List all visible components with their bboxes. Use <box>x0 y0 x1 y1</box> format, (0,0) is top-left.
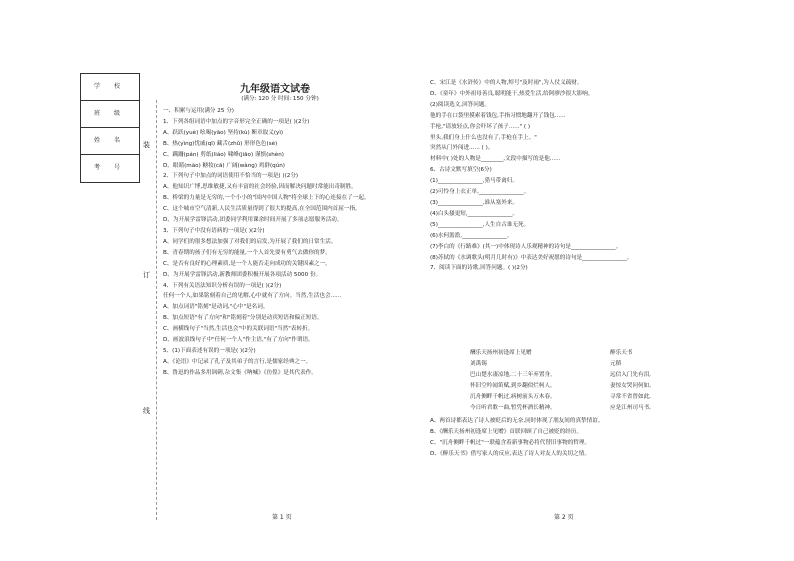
binding-mark-xian: 线 <box>143 407 150 415</box>
question-line: 3、下列句子中没有语病的一项是( )(2分) <box>163 227 265 234</box>
exam-number-label: 考 号 <box>94 164 126 171</box>
question-line: B、热(yìng)忧戚(qī) 藏舌(zhǔ) 形形色色(sè) <box>163 140 278 147</box>
question-line: (3)________________,谁从塞外来。 <box>430 199 519 206</box>
answer-option: C、"沉舟侧畔千帆过"一联蕴含着新事物必将代替旧事物的哲理。 <box>430 439 591 446</box>
right-tail <box>430 416 720 460</box>
question-line: 4、下列有关语法知识分析有误的一项是( )(2分) <box>163 282 282 289</box>
question-line: (7)李白的《行路难》(其一)中体现诗人乐观精神的诗句是________________。 <box>430 243 622 250</box>
question-line: D、眼睛(mào) 糖妆(cā) 广阔(wàng) 鸡群(qún) <box>163 162 285 169</box>
question-line: C、这个城市空气清新,人民生活质量得到了很大的提高,在全国范围内首屈一指。 <box>163 206 361 213</box>
poem-author: 元稹 <box>610 360 622 367</box>
poem-line: 远信入门先有泪, <box>610 371 651 378</box>
question-line: 1、下列各组词语中加点的字音形完全正确的一项是( )(2分) <box>163 118 310 125</box>
student-info-box <box>80 73 140 183</box>
question-line: 手枪,"请放轻点,你会吓坏了孩子......" ( ) <box>430 123 531 130</box>
question-line: A、他知识广博,思维敏捷,又有丰富的社会经验,因而解决问题时常能出奇制胜。 <box>163 184 357 191</box>
question-line: C、是否有良好的心理素质,是一个人能否走向成功的关键因素之一。 <box>163 260 331 267</box>
question-line: (1)________________,猎马带禽归。 <box>430 178 519 185</box>
question-line: A、同学们的很多想法加强了对我们的启发,为开展了我们的日常生活。 <box>163 238 337 245</box>
page-number-2: 第 2 页 <box>554 514 574 521</box>
question-line: C、宋江是《水浒传》中的人物,绰号"及时雨",为人仗义疏财。 <box>430 80 583 86</box>
binding-line <box>156 100 157 520</box>
question-line: (4)白头搔更短,________________。 <box>430 210 519 217</box>
name-label: 姓 名 <box>81 128 139 155</box>
question-line: 任何一个人,如果铭刻着自己的见解,心中就有了方向。当然,生活也会...... <box>163 293 342 300</box>
poem-line: 妻惊女哭问何如。 <box>610 382 655 389</box>
school-label: 学 校 <box>81 74 139 101</box>
question-line: (5)________________,人生自古谁无死。 <box>430 221 530 228</box>
question-line: A、加点词语"铭刻"是动词,"心中"是名词。 <box>163 304 269 311</box>
exam-title: 九年级语文试卷 <box>240 84 310 95</box>
question-line: D、为开展学雷锋活动,新教师团委积极开展各项活动 5000 份。 <box>163 271 322 278</box>
question-line: B、鲁迅的作品多用讽刺,杂文集《呐喊》《彷徨》是其代表作。 <box>163 369 317 376</box>
exam-subtitle: (满分: 120 分 时间: 150 分钟) <box>241 96 319 102</box>
question-line: 2、下列句子中加点的词语使用不恰当的一项是( )(2分) <box>163 173 299 180</box>
page-number-1: 第 1 页 <box>272 514 292 521</box>
binding-mark-zhuang: 装 <box>143 141 150 149</box>
poem-line: 沉舟侧畔千帆过,病树前头万木春。 <box>470 393 556 400</box>
question-line: 6、古诗文默写填空(6分) <box>430 167 492 174</box>
poem-1 <box>470 348 556 413</box>
poem-line: 应是江州司马书。 <box>610 404 655 411</box>
left-column <box>163 106 403 379</box>
question-line: A、《论语》中记录了孔子及其弟子的言行,是儒家经典之一。 <box>163 358 312 365</box>
question-line: 一、积累与运用(满分 25 分) <box>163 108 234 114</box>
poem-line: 巴山楚水凄凉地,二十三年弃置身。 <box>470 371 556 378</box>
question-line: 他的手在口袋里摸索着钱包,手指习惯地翻开了钱包...... <box>430 112 566 119</box>
question-line: (2)可怜身上衣正单,________________。 <box>430 189 530 196</box>
question-line: 里头,我们身上什么也没有了,手枪在手上。" <box>430 134 537 141</box>
poem-title: 醉乐天书 <box>610 350 633 356</box>
poem-author: 刘禹锡 <box>470 360 487 367</box>
question-line: (2)阅读选文,回答问题。 <box>430 101 491 108</box>
answer-option: A、两首诗都表达了诗人被贬后的无奈,同时体现了朋友间的真挚情谊。 <box>430 418 604 424</box>
question-line: B、加点短语"有了方向"和"铭刻着"分别是动宾短语和偏正短语。 <box>163 315 323 322</box>
binding-mark-ding: 订 <box>143 271 150 279</box>
question-line: C、画横线句子"当然,生活也会"中的关联词语"当然"表转折。 <box>163 326 314 333</box>
answer-option: D、《醉乐天书》借写家人的反应,表达了诗人对友人的关切之情。 <box>430 450 590 457</box>
question-line: B、青春期的孩子们有无穷的能量,一个人首先要有勇气去做你的梦。 <box>163 249 331 256</box>
class-label: 班 级 <box>81 101 139 128</box>
answer-option: B、《酬乐天扬州初逢席上见赠》首联回顾了自己被贬的经历。 <box>430 428 583 435</box>
question-line: 突然从门外闯进...... ( )。 <box>430 145 494 152</box>
question-line: (8)苏轼的《水调歌头(明月几时有)》中表达美好祝愿的诗句是________________。 <box>430 254 633 261</box>
question-line: 5、(1)下面表述有误的一项是( )(2分) <box>163 347 256 354</box>
question-line: 材料中( )处的人物是________,文段中描写的是他...... <box>430 156 561 163</box>
question-line: C、蹒跚(pán) 剪纸(liáo) 啸峰(jiāo) 谨慎(shèn) <box>163 151 284 158</box>
right-column <box>430 78 720 274</box>
question-line: 7、阅读下面的诗歌,回答问题。( )(2分) <box>430 265 528 272</box>
question-line: D、画波浪线句子中"任何一个人"作主语,"有了方向"作谓语。 <box>163 337 314 344</box>
poem-2 <box>610 348 655 413</box>
poem-title: 酬乐天扬州初逢席上见赠 <box>470 350 532 356</box>
poem-line: 今日听君歌一曲,暂凭杯酒长精神。 <box>470 404 556 411</box>
question-line: (6)水何澹澹,________________。 <box>430 232 513 239</box>
question-line: D、为开展学雷锋活动,团委同学利用课余时间开展了多项志愿服务活动。 <box>163 217 343 224</box>
question-line: D、《童年》中外祖母善良,聪明能干,热爱生活,给阿廖沙很大影响。 <box>430 90 594 97</box>
poem-line: 怀旧空吟闻笛赋,到乡翻似烂柯人。 <box>470 382 556 389</box>
poem-line: 寻常不省曾如此, <box>610 393 651 400</box>
question-line: B、桥梁的力量是无穷的,一个小小的"国内中国人物"将全球上下的心连接在了一起。 <box>163 195 370 202</box>
question-line: A、跃跃(yuè) 吆喝(yāo) 坚持(kù) 断章取义(yì) <box>163 129 284 136</box>
